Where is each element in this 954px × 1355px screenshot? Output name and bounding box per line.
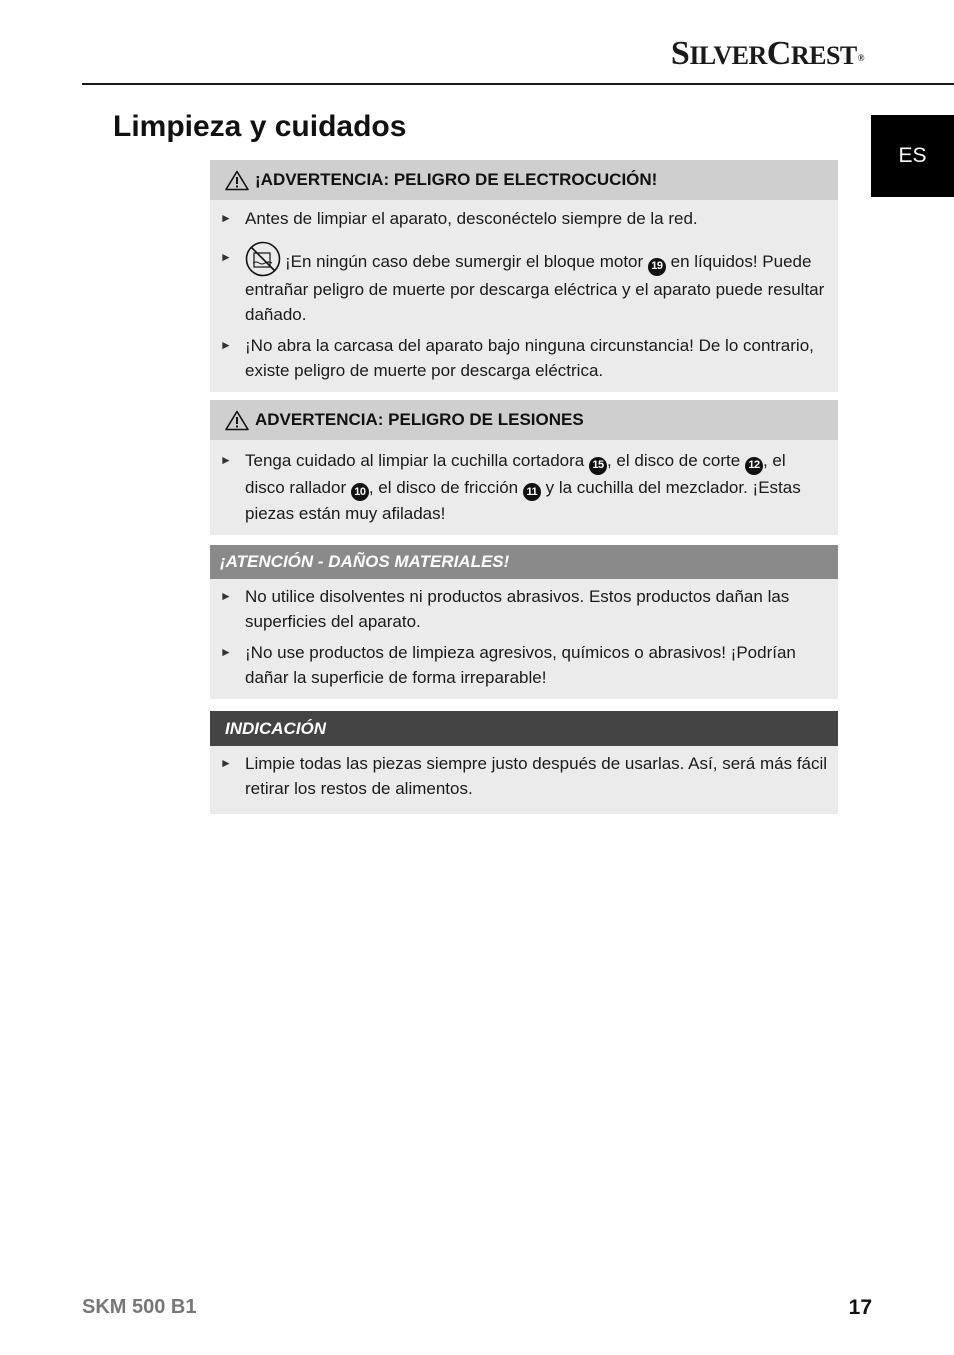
attention-material-damage-box: [210, 545, 838, 699]
triangle-right-bullet: ►: [220, 453, 232, 467]
box-heading: ¡ATENCIÓN - DAÑOS MATERIALES!: [220, 552, 510, 571]
page-title: Limpieza y cuidados: [113, 110, 407, 143]
number-badge: 10: [351, 483, 369, 501]
list-item: ► Limpie todas las piezas siempre justo después de usarlas. Así, será más fácil retirar los restos de alimentos.: [210, 751, 828, 801]
triangle-right-bullet: ►: [220, 756, 232, 770]
triangle-right-bullet: ►: [220, 645, 232, 659]
triangle-right-bullet: ►: [220, 589, 232, 603]
box-heading: ADVERTENCIA: PELIGRO DE LESIONES: [255, 410, 584, 429]
triangle-right-bullet: ►: [220, 250, 232, 264]
list-item: ► Antes de limpiar el aparato, desconéctelo siempre de la red.: [210, 206, 828, 231]
triangle-right-bullet: ►: [220, 338, 232, 352]
warning-electrocution-box: [210, 160, 838, 392]
list-item: ► Tenga cuidado al limpiar la cuchilla cortadora 15 , el disco de corte 12 , el disco rallador 10 , el disco de fricción 11 y la cuchilla del mezclador. ¡Estas piezas están muy afiladas!: [210, 448, 828, 526]
warning-triangle-icon: [225, 410, 249, 431]
no-immerse-icon: [245, 241, 281, 277]
list-item: ► ¡En ningún caso debe sumergir el bloque motor 19 en líquidos! Puede entrañar peligro de muerte por descarga eléctrica y el aparato puede resultar dañado.: [210, 237, 828, 327]
list-item: ► ¡No use productos de limpieza agresivos, químicos o abrasivos! ¡Podrían dañar la superficie de forma irreparable!: [210, 640, 828, 690]
number-badge: 19: [648, 258, 666, 276]
warning-injury-box: [210, 400, 838, 535]
note-box: [210, 711, 838, 814]
header-rule: [82, 83, 954, 85]
language-tab: ES: [871, 115, 954, 197]
list-item: ► ¡No abra la carcasa del aparato bajo ninguna circunstancia! De lo contrario, existe peligro de muerte por descarga eléctrica.: [210, 333, 828, 383]
number-badge: 11: [523, 483, 541, 501]
box-heading: INDICACIÓN: [225, 718, 327, 738]
box-heading: ¡ADVERTENCIA: PELIGRO DE ELECTROCUCIÓN!: [255, 170, 658, 189]
page-number: 17: [848, 1296, 872, 1319]
number-badge: 15: [589, 457, 607, 475]
footer-model: SKM 500 B1: [82, 1296, 197, 1318]
brand-logo: SILVERCREST®: [670, 35, 864, 72]
list-item: ► No utilice disolventes ni productos abrasivos. Estos productos dañan las superficies del aparato.: [210, 584, 828, 634]
number-badge: 12: [745, 457, 763, 475]
triangle-right-bullet: ►: [220, 211, 232, 225]
warning-triangle-icon: [225, 170, 249, 191]
